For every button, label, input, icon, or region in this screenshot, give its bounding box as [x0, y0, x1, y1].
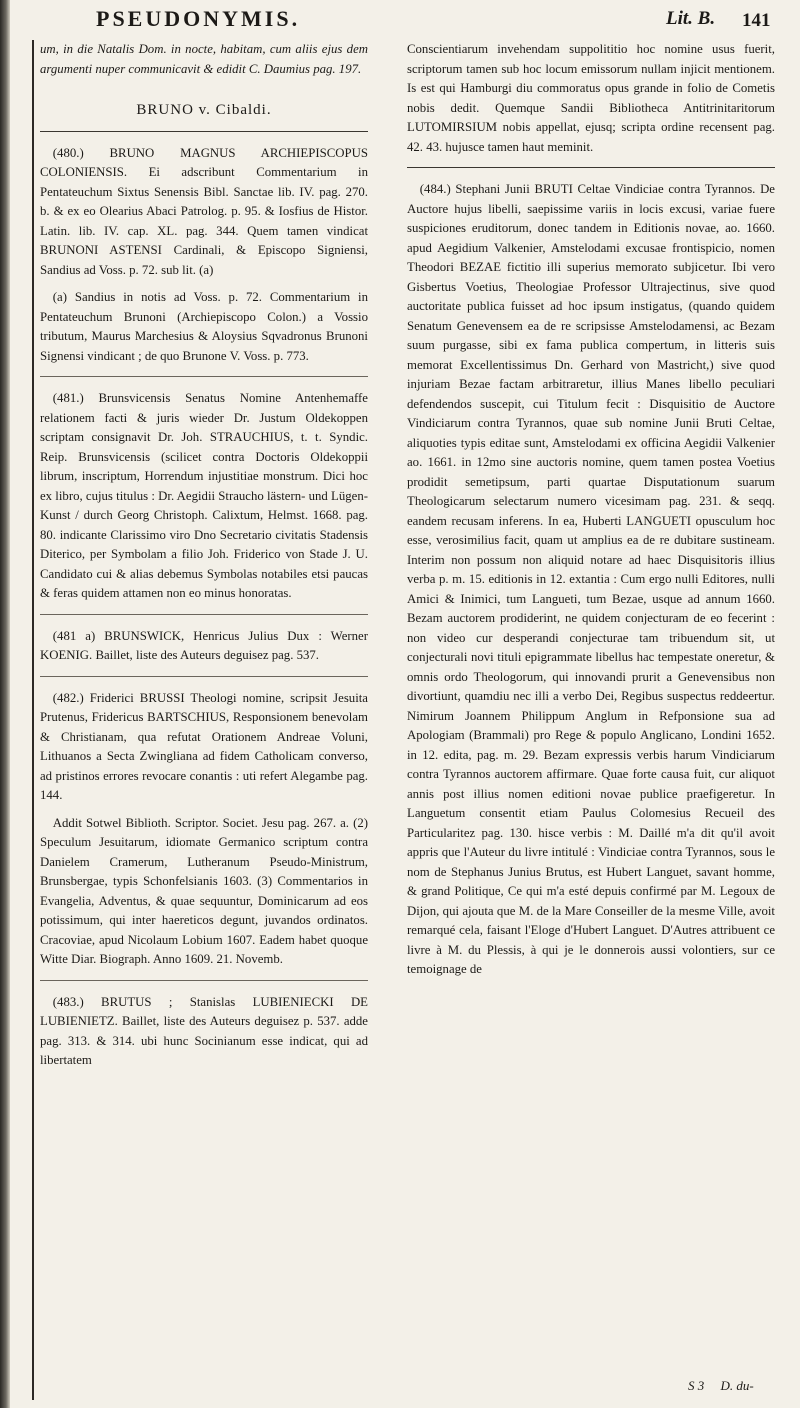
heading-bruno: BRUNO v. Cibaldi. [136, 102, 272, 118]
entry-divider [40, 614, 368, 615]
entry-continuation: um, in die Natalis Dom. in nocte, habitam, cum aliis ejus dem argumenti nuper communicavit & edidit C. Daumius pag. 197. [40, 42, 368, 76]
entry-divider [40, 376, 368, 377]
entry-divider [40, 676, 368, 677]
entry-483-continuation: Conscientiarum invehendam suppolititio hoc nomine usus fuerit, scriptorum tamen sub hoc locum emissorum nullam injicit mentionem. Is est qui Hamburgi diu commoratus opus grande in folio de Cometis nobis dedit. Quemque Sandii Bibliotheca Antitrinitaritorum LUTOMIRSIUM nobis appellat, ejusq; scripta ordine recensent pag. 42. 43. hujusce tamen haut meminit. [407, 42, 775, 154]
catchword: D. du- [720, 1378, 754, 1393]
entry-482-addendum: Addit Sotwel Biblioth. Scriptor. Societ. Jesu pag. 267. a. (2) Speculum Jesuitarum, idiomate Germanico scriptum contra Danielem Cramerum, Lutheranum Pseudo-Ministrum, Brunsbergae, typis Schonfelsianis 1603. (3) Commentarios in Evangelia, Adventus, & quae sequuntur, Dominicarum ad eos potissimum, qui inter haereticos degunt, juvandos ordinatos. Cracoviae, apud Nicolaum Lobium 1607. Eadem habet quoque Witte Diar. Biograph. Anno 1609. 21. Novemb. [40, 815, 368, 966]
running-section: Lit. B. [666, 8, 716, 29]
page-footer [688, 1378, 754, 1394]
signature-mark: S 3 [688, 1378, 705, 1393]
book-spine-shadow [0, 0, 10, 1408]
running-title: PSEUDONYMIS. [96, 6, 301, 31]
entry-480: (480.) BRUNO MAGNUS ARCHIEPISCOPUS COLONIENSIS. Ei adscribunt Commentarium in Pentateuchum Sixtus Senensis Bibl. Sanctae lib. IV. pag. 270. b. & ex eo Olearius Abaci Patrolog. p. 95. & Iosfius de Histor. Latin. lib. IV. cap. XL. pag. 344. Quem tamen vindicat BRUNONI ASTENSI Cardinali, & Episcopo Signiensi, Sandius ad Voss. p. 72. sub lit. (a) [40, 145, 368, 277]
footnote-a: (a) Sandius in notis ad Voss. p. 72. Commentarium in Pentateuchum Brunoni (Archiepiscopo Colon.) a Vossio tributum, Maurus Marchesius & Aloysius Sqvadronus Brunoni Signensi vindicant ; de quo Brunone V. Voss. p. 773. [40, 290, 368, 363]
entry-481a: (481 a) BRUNSWICK, Henricus Julius Dux : Werner KOENIG. Baillet, liste des Auteurs deguisez pag. 537. [40, 628, 368, 662]
column-margin-line [32, 40, 34, 1400]
right-column [407, 40, 775, 988]
entry-481: (481.) Brunsvicensis Senatus Nomine Antenhemaffe relationem facti & juris wieder Dr. Justum Oldekoppen scriptam consignavit Dr. Joh. STRAUCHIUS, t. t. Syndic. Reip. Brunsvicensis (scilicet contra Doctoris Oldekoppii librum, inscriptum, Horrendum injustitiae monstrum. Dici hoc ex libro, cujus titulus : Dr. Aegidii Straucho lästern- und Lügen-Kunst / durch Georg Christoph. Calixtum, Helmst. 1668. pag. 80. indicante Clarissimo viro Dno Secretario civitatis Stadensis Diterico, per Symbolam a filio Joh. Friderico von Stade J. U. Candidato cui & alias debemus Symbolas notabiles etsi paucas & feras quidem attamen non eo minus honoratas. [40, 391, 368, 600]
left-column [40, 40, 368, 1079]
running-header [78, 6, 778, 32]
section-divider [40, 131, 368, 132]
entry-483: (483.) BRUTUS ; Stanislas LUBIENIECKI DE LUBIENIETZ. Baillet, liste des Auteurs deguisez p. 537. adde pag. 313. & 314. ubi hunc Socinianum esse indicat, qui ad libertatem [40, 994, 368, 1067]
section-divider [407, 167, 775, 168]
entry-482: (482.) Friderici BRUSSI Theologi nomine, scripsit Jesuita Prutenus, Fridericus BARTSCHIUS, Responsionem benevolam & Christianam, qua refutat Orationem Andreae Voluni, Lithuanos a Secta Zwingliana ad fidem Catholicam converso, ad pristinos errores revocare conantis : uti refert Alegambe pag. 144. [40, 690, 368, 802]
entry-divider [40, 980, 368, 981]
entry-484: (484.) Stephani Junii BRUTI Celtae Vindiciae contra Tyrannos. De Auctore hujus libelli, saepissime variis in locis excusi, variae fuere suspiciones eruditorum, donec tandem in Editionis novae, ao. 1660. apud Aegidium Valkenier, Amstelodami excusae frontispicio, nomen Theodori BEZAE fictitio illi superius memorato subjicetur. Ibi vero Gisbertus Voetius, Theologiae Professor Ultrajectinus, sive quod auctoritate publica fuisset ad hoc ipsum instigatus, (quando quidem Senatum Genevensem ea de re scripsisse Amstelodamensi, ac Bezam suum purgasse, sibi ex fama publica compertum, in litteris suis memorat Excellentissimus Dn. Gerhard von Mastricht,) sive quod injuriam Bezae factam arbitraretur, illius Manes libello peculiari defendendos suscepit, cui Titulum fecit : Disquisitio de Auctore Vindiciarum contra Tyrannos, quae sub nomine Junii Bruti Celtae, aliquoties typis editae sunt, Amstelodami ex officina Aegidii Valkenier ao. 1661. in 12mo sine auctoris nomine, quem tamen postea Voetius prodidit semetipsum, parti quartae Disputationum suarum Theologicarum selectarum numero vicesimam pag. 231. & seqq. eandem recusam inferens. In ea, Huberti LANGUETI opusculum hoc esse, verosimilius facit, quam ut amplius ea de re dubitare sustineam. Interim non possum non aliquid notare ad haec Disquisitoris illius verba p. m. 15. editionis in 12. extantia : Cum ergo nulli Editores, nulli Amici & Inimici, tum Langueti, tum Bezae, usque ad annum 1660. Bezam auctorem prodiderint, ne quidem conjecturam de eo fecerint : non video cur desperandi conjecturae tam tribuendum sit, ut conjecturali novi tituli epigrammate libellus hac tempestate oneretur, & omnis ordo Theologorum, qui innovandi prurit a Genevensibus non divortiunt, quamdiu nec illi a verbo Dei, Regibus suspectus reddeertur. Nimirum Joannem Philippum Anglum in Refponsione sua ad Apologiam (Brammali) pro Rege & populo Anglicano, Londini 1652. in 12. edita, pag. m. 29. Bezam expressis verbis harum Vindiciarum contra Tyrannos auctorem affirmare. Quae forte causa fuit, cur aliquot annis post illius nomen editioni novae publice praefigeretur. In Languetum consentit etiam Paulus Colomesius Recueil des Particularitez pag. 130. hisce verbis : M. Daillé m'a dit qu'il avoit appris que l'Auteur du livre intitulé : Vindiciae contra Tyrannos, sous le nom de Stephanus Junius Brutus, est Hubert Languet, savant homme, & grand Politique, Ce qui m'a esté depuis confirmé par M. Legoux de Dijon, qui ajouta que M. de la Mare Conseiller de la mesme Ville, avoit remarqué cela, faisant l'Eloge d'Hubert Languet. D'Autres attribuent ce livre à M. du Plessis, à qui je le donnerois aussi volontiers, sur ce temoignage de [407, 182, 775, 976]
page-number: 141 [742, 10, 771, 31]
